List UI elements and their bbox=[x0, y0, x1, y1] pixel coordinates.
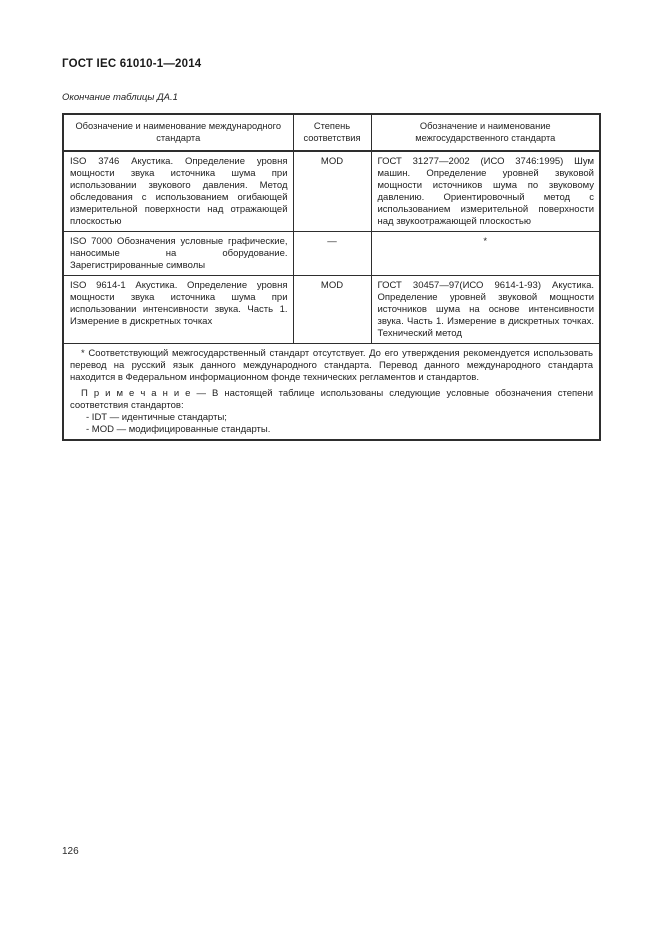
table-footnote-row bbox=[63, 344, 600, 441]
note-item-idt: - IDT — идентичные стандарты; bbox=[86, 412, 227, 423]
table-row bbox=[63, 232, 600, 276]
document-title: ГОСТ IEC 61010-1—2014 bbox=[62, 58, 202, 70]
note-text: П р и м е ч а н и е — В настоящей таблице использованы следующие условные обозначения степени соответствия стандартов: bbox=[70, 388, 593, 411]
footnote-cell bbox=[63, 344, 600, 441]
table-row bbox=[63, 151, 600, 232]
cell-interstate-standard: ГОСТ 30457—97(ИСО 9614-1-93) Акустика. Определение уровней звуковой мощности источников шума на основе интенсивности звука. Часть 1. Измерение в дискретных точках. Технический метод bbox=[371, 276, 600, 344]
table-row bbox=[63, 276, 600, 344]
footnote-text: * Соответствующий межгосударственный стандарт отсутствует. До его утверждения рекомендуется использовать перевод на русский язык данного международного стандарта. Перевод данного международного стандарта находится в Федеральном информационном фонде технических регламентов и стандартов. bbox=[70, 348, 593, 383]
cell-international-standard: ISO 7000 Обозначения условные графические, наносимые на оборудование. Зарегистрированные символы bbox=[63, 232, 293, 276]
table-header-row bbox=[63, 114, 600, 151]
note-item-mod: - MOD — модифицированные стандарты. bbox=[86, 424, 271, 435]
column-header-interstate-standard: Обозначение и наименование межгосударственного стандарта bbox=[371, 114, 600, 151]
column-header-degree-of-correspondence: Степень соответствия bbox=[293, 114, 371, 151]
table-caption: Окончание таблицы ДА.1 bbox=[62, 92, 178, 103]
cell-degree: MOD bbox=[293, 151, 371, 232]
column-header-international-standard: Обозначение и наименование международного стандарта bbox=[63, 114, 293, 151]
page-number: 126 bbox=[62, 846, 79, 857]
standards-correspondence-table bbox=[62, 113, 601, 441]
cell-international-standard: ISO 3746 Акустика. Определение уровня мощности звука источника шума при использовании звукового давления. Метод обследования с использованием огибающей измерительной поверхности над отражающей плоскостью bbox=[63, 151, 293, 232]
cell-degree: MOD bbox=[293, 276, 371, 344]
cell-degree: — bbox=[293, 232, 371, 276]
cell-interstate-standard: ГОСТ 31277—2002 (ИСО 3746:1995) Шум машин. Определение уровней звуковой мощности источников шума по звуковому давлению. Ориентировочный метод с использованием измерительной поверхности над звукоотражающей плоскостью bbox=[371, 151, 600, 232]
cell-interstate-standard: * bbox=[371, 232, 600, 276]
cell-international-standard: ISO 9614-1 Акустика. Определение уровня мощности звука источника шума при использовании интенсивности звука. Часть 1. Измерение в дискретных точках bbox=[63, 276, 293, 344]
